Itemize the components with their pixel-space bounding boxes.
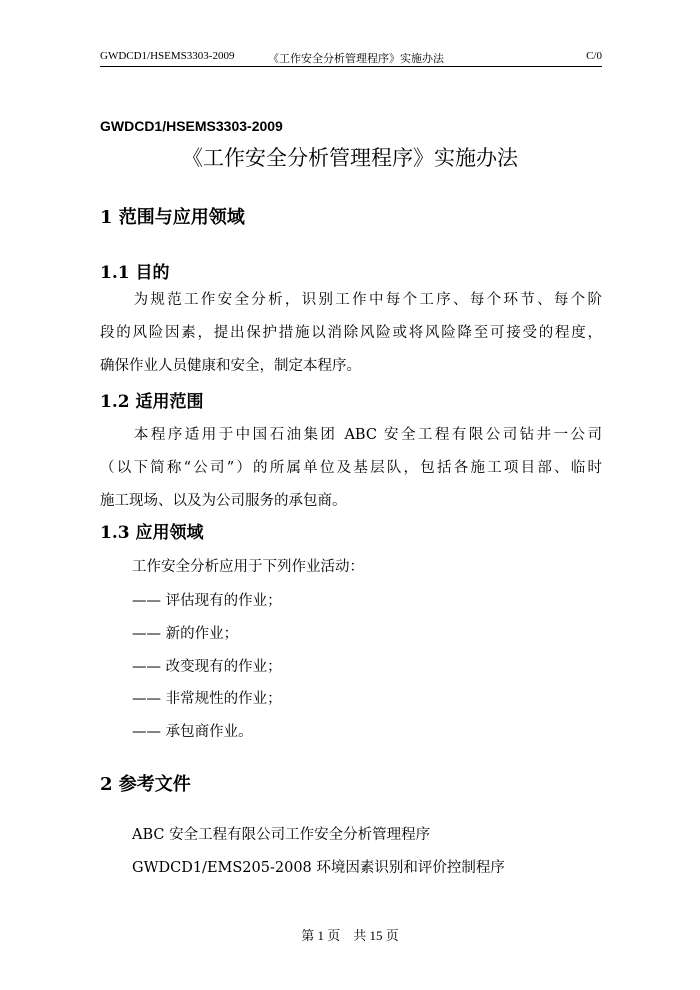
paragraph-line: （以下简称“公司”）的所属单位及基层队，包括各施工项目部、临时	[100, 460, 602, 476]
list-item: —— 非常规性的作业；	[132, 691, 282, 707]
list-item: —— 新的作业；	[132, 626, 239, 642]
page-number: 第 1 页 共 15 页	[301, 928, 399, 943]
header-doc-title: 《工作安全分析管理程序》实施办法	[268, 53, 444, 65]
section-1-3-intro: 工作安全分析应用于下列作业活动：	[132, 559, 364, 575]
paragraph-line: 施工现场、以及为公司服务的承包商。	[100, 493, 347, 509]
document-id: GWDCD1/HSEMS3303-2009	[100, 118, 283, 134]
header-version: C/0	[586, 50, 602, 62]
paragraph-line: 本程序适用于中国石油集团 ABC 安全工程有限公司钻井一公司	[100, 427, 602, 443]
paragraph-line: 为规范工作安全分析，识别工作中每个工序、每个环节、每个阶	[100, 292, 602, 308]
page-header	[100, 50, 602, 67]
section-1-1-heading: 1.1 目的	[100, 263, 170, 283]
reference-item: GWDCD1/EMS205-2008 环境因素识别和评价控制程序	[132, 860, 505, 876]
paragraph-line: 确保作业人员健康和安全，制定本程序。	[100, 358, 361, 374]
reference-item: ABC 安全工程有限公司工作安全分析管理程序	[132, 827, 431, 843]
section-1-2-paragraph	[100, 419, 602, 518]
section-1-heading: 1 范围与应用领域	[100, 207, 245, 228]
section-1-3-heading: 1.3 应用领域	[100, 523, 204, 543]
section-1-2-heading: 1.2 适用范围	[100, 392, 204, 412]
section-1-1-paragraph	[100, 284, 602, 383]
paragraph-line: 段的风险因素，提出保护措施以消除风险或将风险降至可接受的程度，	[100, 325, 602, 341]
header-doc-code: GWDCD1/HSEMS3303-2009	[100, 50, 235, 62]
document-title: 《工作安全分析管理程序》实施办法	[182, 146, 518, 170]
list-item: —— 改变现有的作业；	[132, 659, 282, 675]
section-2-heading: 2 参考文件	[100, 774, 191, 795]
list-item: —— 评估现有的作业；	[132, 593, 282, 609]
list-item: —— 承包商作业。	[132, 724, 253, 740]
